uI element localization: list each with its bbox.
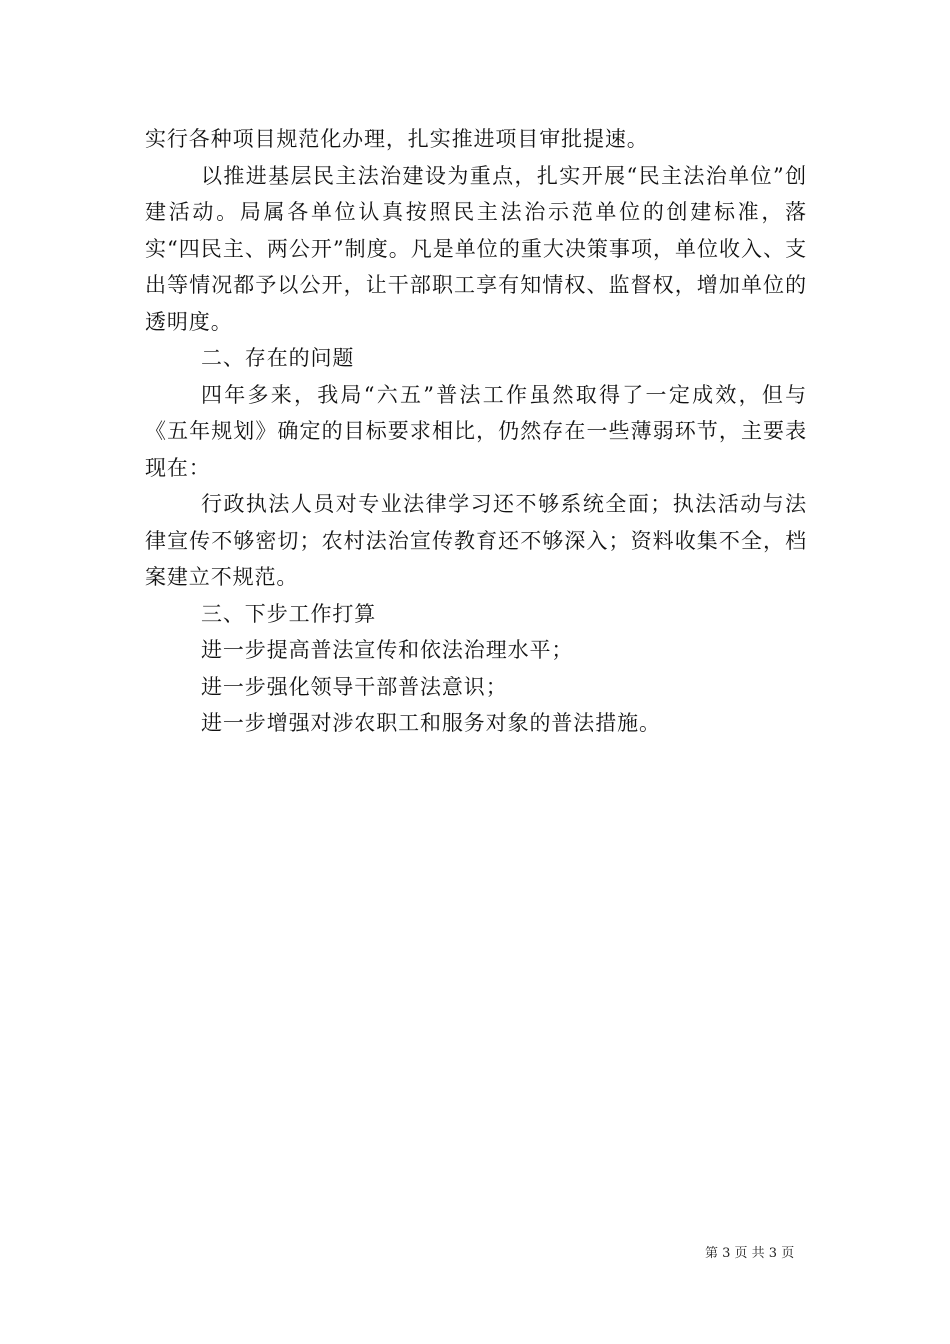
paragraph-continuation: 实行各种项目规范化办理，扎实推进项目审批提速。 <box>145 127 649 151</box>
list-item-next-step-3: 进一步增强对涉农职工和服务对象的普法措施。 <box>201 711 661 735</box>
paragraph-democracy-rule-of-law: 以推进基层民主法治建设为重点，扎实开展“民主法治单位”创建活动。局属各单位认真按照民主法治示范单位的创建标准，落实“四民主、两公开”制度。凡是单位的重大决策事项，单位收入、支出等情况都予以公开，让干部职工享有知情权、监督权，增加单位的透明度。 <box>145 163 807 334</box>
section-heading-problems: 二、存在的问题 <box>201 346 355 370</box>
document-body <box>145 121 807 742</box>
section-heading-next-steps: 三、下步工作打算 <box>201 601 377 626</box>
paragraph-problems-intro: 四年多来，我局“六五”普法工作虽然取得了一定成效，但与《五年规划》确定的目标要求相比，仍然存在一些薄弱环节，主要表现在： <box>145 382 807 480</box>
list-item-next-step-1: 进一步提高普法宣传和依法治理水平； <box>201 638 574 662</box>
list-item-next-step-2: 进一步强化领导干部普法意识； <box>201 674 508 699</box>
paragraph-problems-details: 行政执法人员对专业法律学习还不够系统全面；执法活动与法律宣传不够密切；农村法治宣传教育还不够深入；资料收集不全，档案建立不规范。 <box>145 492 807 589</box>
page-number-footer: 第 3 页 共 3 页 <box>705 1246 795 1261</box>
